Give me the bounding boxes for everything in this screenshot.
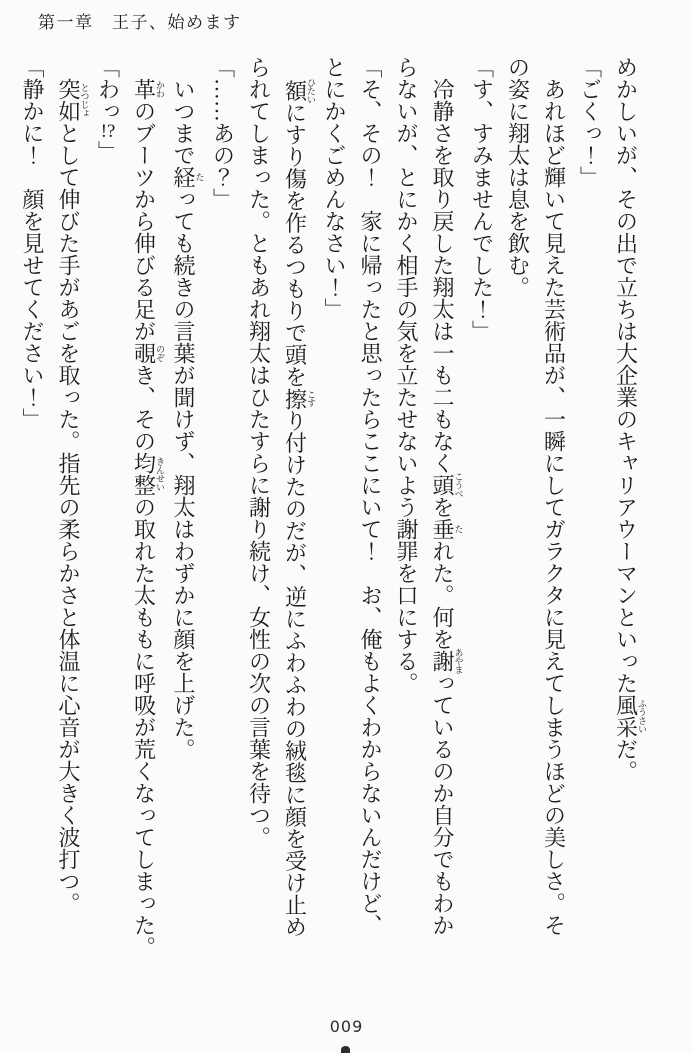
ruby-annotated-text: 風采ふうさい bbox=[613, 694, 647, 738]
ruby-annotated-text: 擦こす bbox=[282, 387, 316, 410]
text-line: とにかくごめんなさい！」 bbox=[322, 56, 347, 320]
text-line: 「静かに！ 顔を見せてください！」 bbox=[20, 56, 45, 430]
tatechuyoko-text: !? bbox=[100, 122, 116, 141]
ruby-annotated-text: 均整きんせい bbox=[131, 452, 165, 496]
text-line: 突如とつじょとして伸びた手があごを取った。指先の柔らかさと体温に心音が大きく波打つ。 bbox=[56, 78, 90, 914]
text-line: 「……あの？」 bbox=[210, 56, 236, 210]
ruby-annotated-text: 頭こうべ bbox=[430, 472, 464, 498]
vertical-text-block bbox=[14, 56, 647, 996]
text-line: 「わっ!?」 bbox=[95, 56, 121, 163]
text-line: あれほど輝いて見えた芸術品が、一瞬にしてガラクタに見えてしまうほどの美しさ。そ bbox=[541, 78, 567, 936]
ruby-annotated-text: 額ひたい bbox=[282, 78, 316, 104]
ruby-annotated-text: 垂た bbox=[430, 518, 464, 540]
text-line: の姿に翔太は息を飲む。 bbox=[505, 56, 531, 298]
text-line: いつまで経たっても続きの言葉が聞けず、翔太はわずかに顔を上げた。 bbox=[171, 78, 205, 760]
chapter-header: 第一章 王子、始めます bbox=[38, 13, 242, 32]
text-line: めかしいが、その出で立ちは大企業のキャリアウーマンといった風采ふうさいだ。 bbox=[613, 56, 647, 782]
ruby-annotated-text: 突如とつじょ bbox=[56, 78, 90, 122]
text-line: 「す、すみませんでした！」 bbox=[469, 56, 495, 342]
text-line: らないが、とにかく相手の気を立たせないよう謝罪を口にする。 bbox=[394, 56, 419, 694]
text-line: 「そ、その！ 家に帰ったと思ったらここにいて！ お、俺もよくわからないんだけど、 bbox=[358, 56, 383, 936]
text-line: 革かわのブーツから伸びる足が覗のぞき、その均整きんせいの取れた太ももに呼吸が荒くなってしまった。 bbox=[131, 78, 165, 958]
text-line: 冷静さを取り戻した翔太は一も二もなく頭こうべを垂たれた。何を謝あやまっているのか自分でもわか bbox=[430, 78, 464, 936]
text-line: られてしまった。ともあれ翔太はひたすらに謝り続け、女性の次の言葉を待つ。 bbox=[246, 56, 272, 848]
ruby-annotated-text: 革かわ bbox=[131, 78, 165, 100]
text-line: 「ごくっ！」 bbox=[577, 56, 603, 188]
ruby-annotated-text: 覗のぞ bbox=[131, 342, 165, 364]
text-line: 額ひたいにすり傷を作るつもりで頭を擦こすり付けたのだが、逆にふわふわの絨毯に顔を受け止め bbox=[282, 78, 316, 938]
ruby-annotated-text: 経た bbox=[171, 166, 205, 188]
ruby-annotated-text: 謝あやま bbox=[430, 648, 464, 674]
page-number: 009 bbox=[329, 1017, 364, 1036]
